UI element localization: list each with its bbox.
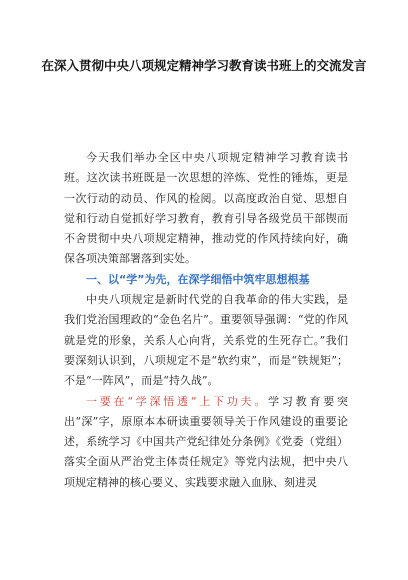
intro-paragraph: 今天我们举办全区中央八项规定精神学习教育读书班。这次读书班既是一次思想的淬炼、党性的锤炼，更是一次行动的动员、作风的检阅。以高度政治自觉、思想自觉和行动自觉抓好学习教育，教育引导各级党员干部锲而不舍贯彻中央八项规定精神，推动党的作风持续向好，确保各项决策部署落到实处。 — [64, 151, 348, 266]
section-1-paragraph: 中央八项规定是新时代党的自我革命的伟大实践，是我们党治国理政的“金色名片”。重要领导强调：“党的作风就是党的形象，关系人心向背，关系党的生死存亡。”我们要深刻认识到，八项规定不是“软约束”，而是“铁规矩”；不是“一阵风”，而是“持久战”。 — [64, 293, 348, 388]
document-body — [64, 148, 348, 493]
subpoint-1-lead: 一要在“学深悟透”上下功夫。 — [86, 394, 269, 408]
section-heading-1: 一、以“学”为先，在深学细悟中筑牢思想根基 — [86, 272, 310, 286]
subpoint-1-body: 学习教育要突出“深”字，原原本本研读重要领导关于作风建设的重要论述，系统学习《中国共产党纪律处分条例》《党委（党组）落实全面从严治党主体责任规定》等党内法规，把中央八项规定精神的核心要义、实践要求融入血脉、刻进灵 — [64, 394, 349, 489]
document-title: 在深入贯彻中央八项规定精神学习教育读书班上的交流发言 — [41, 58, 367, 73]
subpoint-1-paragraph — [64, 392, 348, 493]
